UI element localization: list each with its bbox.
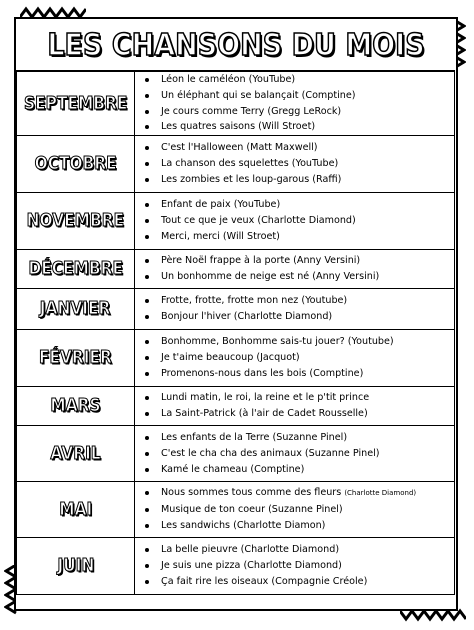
song-item: Musique de ton coeur (Suzanne Pinel) [143,502,454,518]
month-label: JUIN [17,538,135,595]
song-item: Frotte, frotte, frotte mon nez (Youtube) [143,293,454,309]
song-item [143,485,454,502]
song-cell [135,136,455,193]
month-label: DÉCEMBRE [17,250,135,289]
month-label: JANVIER [17,289,135,330]
song-item: Enfant de paix (YouTube) [143,197,454,213]
month-label: MAI [17,482,135,538]
song-item: Promenons-nous dans les bois (Comptine) [143,366,454,382]
month-label: SEPTEMBRE [17,71,135,136]
song-item: Je cours comme Terry (Gregg LeRock) [143,104,454,120]
song-item: Bonhomme, Bonhomme sais-tu jouer? (Youtube) [143,334,454,350]
song-cell [135,482,455,538]
song-cell [135,426,455,482]
song-item: Léon le caméléon (YouTube) [143,72,454,88]
song-credit: (Charlotte Diamond) [344,489,417,498]
song-item: Les zombies et les loup-garous (Raffi) [143,172,454,188]
song-item: La chanson des squelettes (YouTube) [143,156,454,172]
song-item: Lundi matin, le roi, la reine et le p'tit prince [143,390,454,406]
song-item: La Saint-Patrick (à l'air de Cadet Rousselle) [143,406,454,422]
month-row [17,482,455,538]
month-row [17,387,455,426]
song-cell [135,387,455,426]
page-frame [14,17,458,611]
song-item: Kamé le chameau (Comptine) [143,462,454,478]
page-title: LES CHANSONS DU MOIS [47,27,425,63]
song-item: Un éléphant qui se balançait (Comptine) [143,88,454,104]
song-cell [135,289,455,330]
song-cell [135,193,455,250]
song-cell [135,71,455,136]
month-row [17,289,455,330]
month-label: FÉVRIER [17,330,135,387]
song-item: C'est l'Halloween (Matt Maxwell) [143,140,454,156]
month-row [17,71,455,136]
song-cell [135,538,455,595]
song-item: Ça fait rire les oiseaux (Compagnie Créole) [143,574,454,590]
song-item: Je t'aime beaucoup (Jacquot) [143,350,454,366]
month-label: AVRIL [17,426,135,482]
month-row [17,250,455,289]
month-row [17,136,455,193]
month-row [17,426,455,482]
month-row [17,193,455,250]
song-item: Les sandwichs (Charlotte Diamon) [143,518,454,534]
month-label: NOVEMBRE [17,193,135,250]
song-cell [135,250,455,289]
song-item: Les enfants de la Terre (Suzanne Pinel) [143,430,454,446]
song-item: Bonjour l'hiver (Charlotte Diamond) [143,309,454,325]
song-item: Père Noël frappe à la porte (Anny Versini) [143,253,454,269]
song-item: Je suis une pizza (Charlotte Diamond) [143,558,454,574]
month-label: MARS [17,387,135,426]
month-row [17,330,455,387]
song-item: C'est le cha cha des animaux (Suzanne Pinel) [143,446,454,462]
song-item: Les quatres saisons (Will Stroet) [143,119,454,135]
song-item: Tout ce que je veux (Charlotte Diamond) [143,213,454,229]
song-item: La belle pieuvre (Charlotte Diamond) [143,542,454,558]
month-row [17,538,455,595]
month-label: OCTOBRE [17,136,135,193]
song-cell [135,330,455,387]
song-title: Nous sommes tous comme des fleurs [161,487,342,499]
song-item: Un bonhomme de neige est né (Anny Versini) [143,269,454,285]
song-item: Merci, merci (Will Stroet) [143,229,454,245]
months-table [16,70,455,595]
